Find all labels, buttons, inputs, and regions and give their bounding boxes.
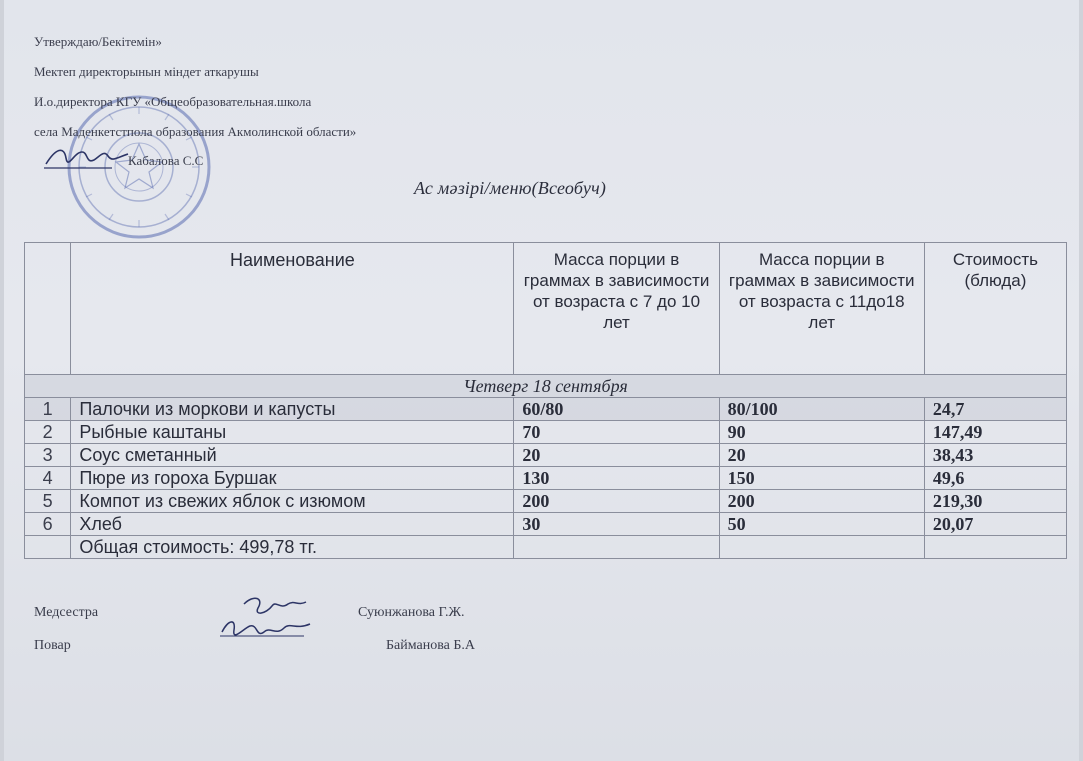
table-row: [25, 467, 1067, 490]
dish-name: Соус сметанный: [71, 444, 514, 467]
row-number: 1: [25, 398, 71, 421]
dish-name: Рыбные каштаны: [71, 421, 514, 444]
cook-role: Повар: [34, 638, 71, 653]
mass-7-10: 30: [514, 513, 719, 536]
total-empty-cell: [924, 536, 1066, 559]
approval-line: Утверждаю/Бекітемін»: [34, 34, 162, 49]
dish-cost: 147,49: [924, 421, 1066, 444]
table-row: [25, 490, 1067, 513]
cook-name: Байманова Б.А: [386, 638, 476, 653]
document-page: [4, 0, 1079, 761]
mass-11-18: 20: [719, 444, 924, 467]
director-signature-icon: [42, 138, 132, 178]
row-number: 4: [25, 467, 71, 490]
mass-11-18: 200: [719, 490, 924, 513]
dish-cost: 49,6: [924, 467, 1066, 490]
table-row: [25, 444, 1067, 467]
dish-name: Палочки из моркови и капусты: [71, 398, 514, 421]
day-label: Четверг 18 сентября: [25, 375, 1067, 398]
row-number: 2: [25, 421, 71, 444]
mass-11-18: 90: [719, 421, 924, 444]
nurse-role: Медсестра: [34, 605, 99, 620]
dish-cost: 219,30: [924, 490, 1066, 513]
dish-name: Компот из свежих яблок с изюмом: [71, 490, 514, 513]
mass-7-10: 130: [514, 467, 719, 490]
dish-cost: 20,07: [924, 513, 1066, 536]
row-number: 5: [25, 490, 71, 513]
director-role-ru: И.о.директора КГУ «Общеобразовательная.школа: [34, 94, 312, 109]
table-row: [25, 513, 1067, 536]
staff-signatures-icon: [214, 592, 324, 652]
dish-cost: 24,7: [924, 398, 1066, 421]
mass-7-10: 20: [514, 444, 719, 467]
table-row: [25, 421, 1067, 444]
total-empty-cell: [514, 536, 719, 559]
mass-7-10: 60/80: [514, 398, 719, 421]
total-empty-cell: [719, 536, 924, 559]
nurse-name: Суюнжанова Г.Ж.: [358, 605, 465, 620]
total-num-cell: [25, 536, 71, 559]
dish-name: Хлеб: [71, 513, 514, 536]
table-header-row: [25, 243, 1067, 375]
mass-7-10: 200: [514, 490, 719, 513]
row-number: 3: [25, 444, 71, 467]
total-cost: Общая стоимость: 499,78 тг.: [71, 536, 514, 559]
table-row: [25, 398, 1067, 421]
mass-11-18: 50: [719, 513, 924, 536]
menu-title: Ас мәзірі/меню(Всеобуч): [414, 178, 607, 198]
director-name: Кабалова С.С: [128, 153, 204, 168]
dish-cost: 38,43: [924, 444, 1066, 467]
menu-table: [24, 242, 1067, 559]
day-row: [25, 375, 1067, 398]
total-row: [25, 536, 1067, 559]
col-header-num: [25, 243, 71, 375]
school-department: села Маденкетстпола образования Акмолинской области»: [34, 124, 357, 139]
col-header-cost: Стоимость (блюда): [924, 243, 1066, 375]
mass-11-18: 80/100: [719, 398, 924, 421]
col-header-name: Наименование: [71, 243, 514, 375]
mass-11-18: 150: [719, 467, 924, 490]
mass-7-10: 70: [514, 421, 719, 444]
col-header-mass-11-18: Масса порции в граммах в зависимости от возраста с 11до18 лет: [719, 243, 924, 375]
row-number: 6: [25, 513, 71, 536]
dish-name: Пюре из гороха Буршак: [71, 467, 514, 490]
director-role-kz: Мектеп директорынын міндет аткарушы: [34, 64, 259, 79]
col-header-mass-7-10: Масса порции в граммах в зависимости от возраста с 7 до 10 лет: [514, 243, 719, 375]
